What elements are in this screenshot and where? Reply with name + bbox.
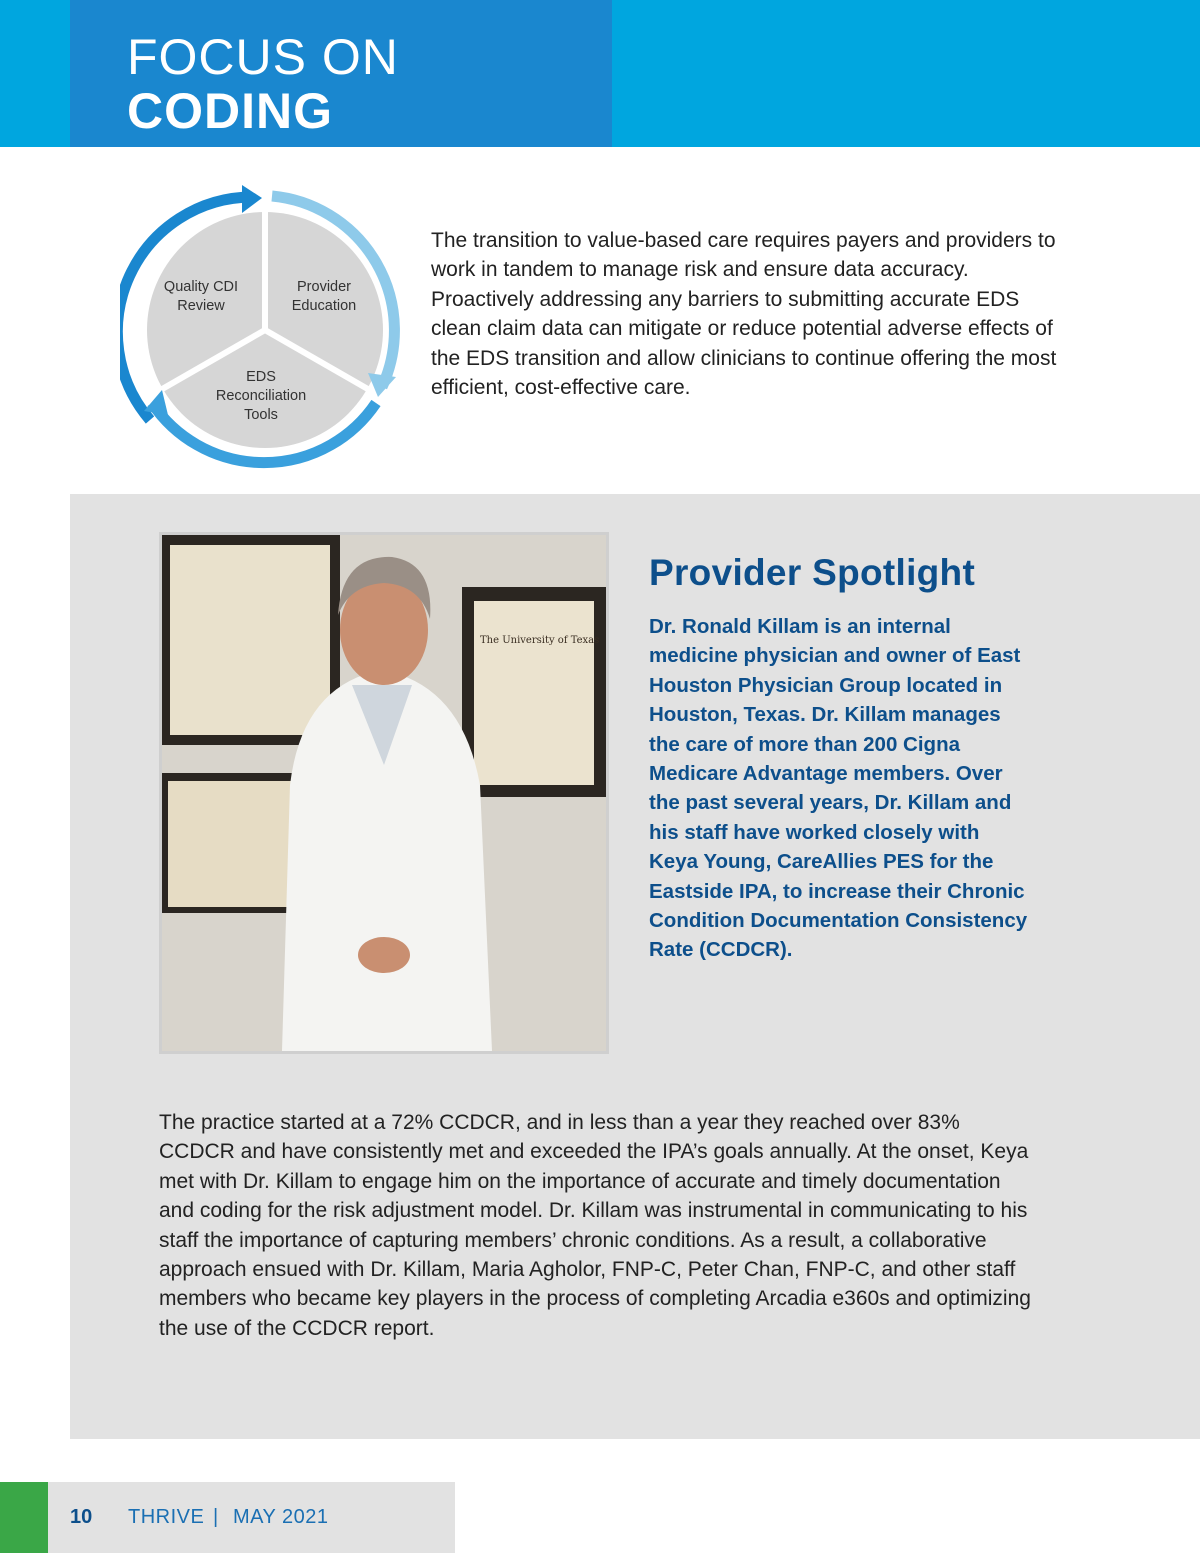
spotlight-body: Dr. Ronald Killam is an internal medicine physician and owner of East Houston Physician Group located in Houston, Texas. Dr. Killam manages the care of more than 200 Cigna Medicare Advantage members. Over the past several years, Dr. Killam and his staff have worked closely with Keya Young, CareAllies PES for the Eastside IPA, to increase their Chronic Condition Documentation Consistency Rate (CCDCR). xyxy=(649,615,1028,962)
cycle-diagram xyxy=(120,185,410,475)
section-title-line2: CODING xyxy=(127,83,333,139)
cycle-label-quality-cdi-review: Quality CDI Review xyxy=(163,279,239,314)
spotlight-heading: Provider Spotlight xyxy=(649,552,976,593)
page-number: 10 xyxy=(70,1506,93,1528)
section-title xyxy=(127,30,399,138)
footer-accent xyxy=(0,1482,48,1553)
diploma-text: The University of Texas xyxy=(480,635,600,646)
provider-photo xyxy=(159,532,609,1054)
footer-bar xyxy=(0,1482,455,1553)
intro-paragraph: The transition to value-based care requires payers and providers to work in tandem to manage risk and ensure data accuracy. Proactively addressing any barriers to submitting accurate EDS clean claim data can mitigate or reduce potential adverse effects of the EDS transition and allow clinicians to continue offering the most efficient, cost-effective care. xyxy=(431,229,1057,400)
issue-date: MAY 2021 xyxy=(233,1506,329,1528)
publication-name: THRIVE xyxy=(128,1506,205,1528)
section-title-line1: FOCUS ON xyxy=(127,29,399,85)
story-paragraph: The practice started at a 72% CCDCR, and in less than a year they reached over 83% CCDCR and have consistently met and exceeded the IPA’s goals annually. At the onset, Keya met with Dr. Killam to engage him on the importance of accurate and timely documentation and coding for the risk adjustment model. Dr. Killam was instrumental in communicating to his staff the importance of capturing members’ chronic conditions. As a result, a collaborative approach ensued with Dr. Killam, Maria Agholor, FNP-C, Peter Chan, FNP-C, and other staff members who became key players in the process of completing Arcadia e360s and optimizing the use of the CCDCR report. xyxy=(159,1111,1031,1340)
cycle-label-provider-education: Provider Education xyxy=(291,279,357,314)
provider-photo-image xyxy=(162,535,606,1051)
cycle-label-eds-reconciliation-tools: EDS Reconciliation Tools xyxy=(215,369,307,423)
footer-separator: | xyxy=(213,1506,219,1528)
cycle-diagram-graphic xyxy=(120,185,410,475)
